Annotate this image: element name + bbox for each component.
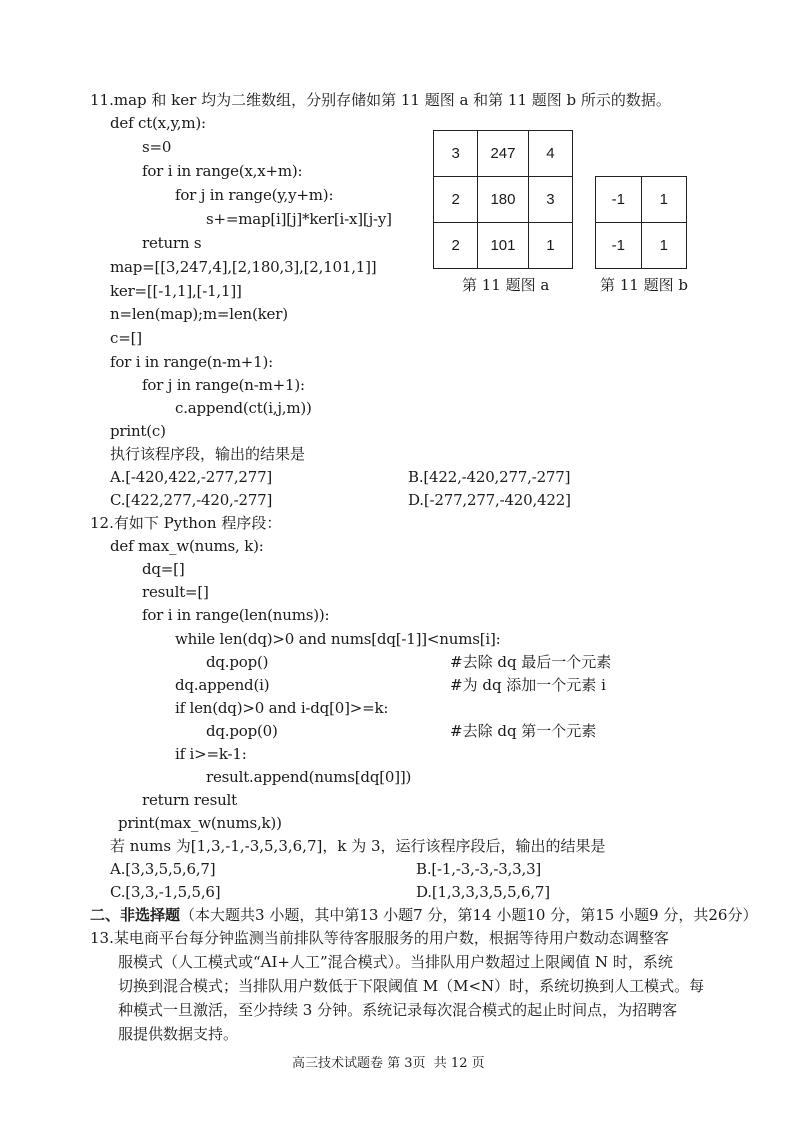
q12-comment-append: #为 dq 添加一个元素 i (450, 676, 606, 694)
q11-code-line: c=[] (110, 329, 142, 347)
figure-b-cell: -1 (596, 223, 642, 269)
q12-code-line: dq.pop() (206, 653, 269, 671)
figure-a-grid (433, 130, 573, 269)
q11-code-line: return s (142, 234, 202, 252)
q12-option-b: B.[-1,-3,-3,-3,3,3] (416, 860, 542, 878)
figure-b-cell: -1 (596, 177, 642, 223)
q11-prompt: 执行该程序段，输出的结果是 (110, 445, 306, 463)
section-title: 二、非选择题 (90, 906, 181, 924)
q11-code-line: for i in range(n-m+1): (110, 353, 273, 371)
q12-option-a: A.[3,3,5,5,6,7] (110, 860, 216, 878)
q11-code-line: for j in range(n-m+1): (142, 376, 305, 394)
q12-code-line: dq.append(i) (175, 676, 270, 694)
q12-code-line: dq.pop(0) (206, 722, 278, 740)
q11-code-line: c.append(ct(i,j,m)) (175, 399, 312, 417)
figure-a-cell: 2 (434, 223, 478, 269)
q12-comment-pop0: #去除 dq 第一个元素 (450, 722, 597, 740)
figure-a-caption: 第 11 题图 a (462, 276, 550, 294)
q13-text-line: 13.某电商平台每分钟监测当前排队等待客服服务的用户数，根据等待用户数动态调整客 (90, 929, 669, 947)
q12-code-line: def max_w(nums, k): (110, 537, 264, 555)
q13-text-line: 切换到混合模式；当排队用户数低于下限阈值 M（M<N）时，系统切换到人工模式。每 (118, 977, 705, 995)
q12-code-line: result.append(nums[dq[0]]) (206, 768, 412, 786)
figure-a-cell: 3 (528, 177, 572, 223)
section-heading (90, 905, 757, 925)
figure-a-cell: 4 (528, 131, 572, 177)
q11-code-line: def ct(x,y,m): (110, 114, 206, 132)
q11-option-b: B.[422,-420,277,-277] (408, 468, 571, 486)
figure-a-cell: 180 (478, 177, 528, 223)
figure-a-cell: 101 (478, 223, 528, 269)
figure-a-cell: 247 (478, 131, 528, 177)
q12-code-line: dq=[] (142, 560, 185, 578)
q13-text-line: 服模式（人工模式或“AI+人工”混合模式）。当排队用户数超过上限阈值 N 时，系统 (118, 953, 673, 971)
q11-code-line: n=len(map);m=len(ker) (110, 305, 288, 323)
q12-comment-pop: #去除 dq 最后一个元素 (450, 653, 612, 671)
figure-a-cell: 2 (434, 177, 478, 223)
q11-stem: 11.map 和 ker 均为二维数组，分别存储如第 11 题图 a 和第 11 题图 b 所示的数据。 (90, 91, 671, 109)
figure-a-cell: 3 (434, 131, 478, 177)
q12-code-line: return result (142, 791, 237, 809)
q12-code-line: result=[] (142, 583, 209, 601)
q12-code-line: while len(dq)>0 and nums[dq[-1]]<nums[i]: (175, 630, 501, 648)
figure-b-caption: 第 11 题图 b (600, 276, 688, 294)
q13-text-line: 服提供数据支持。 (118, 1025, 239, 1043)
q11-option-d: D.[-277,277,-420,422] (408, 491, 571, 509)
page-footer: 高三技术试题卷 第 3页 共 12 页 (292, 1056, 485, 1071)
q11-option-a: A.[-420,422,-277,277] (110, 468, 273, 486)
q12-code-line: print(max_w(nums,k)) (118, 814, 282, 832)
q13-text-line: 种模式一旦激活，至少持续 3 分钟。系统记录每次混合模式的起止时间点，为招聘客 (118, 1001, 678, 1019)
q12-prompt: 若 nums 为[1,3,-1,-3,5,3,6,7]，k 为 3，运行该程序段后，输出的结果是 (110, 837, 606, 855)
q11-code-line: for j in range(y,y+m): (175, 186, 334, 204)
q12-code-line: for i in range(len(nums)): (142, 606, 330, 624)
figure-a-cell: 1 (528, 223, 572, 269)
q11-code-line: ker=[[-1,1],[-1,1]] (110, 282, 242, 300)
q11-code-line: for i in range(x,x+m): (142, 162, 303, 180)
q11-code-line: print(c) (110, 422, 166, 440)
q11-code-line: s+=map[i][j]*ker[i-x][j-y] (206, 210, 392, 228)
q12-stem: 12.有如下 Python 程序段： (90, 514, 282, 532)
q12-option-c: C.[3,3,-1,5,5,6] (110, 883, 221, 901)
q11-code-line: map=[[3,247,4],[2,180,3],[2,101,1]] (110, 258, 377, 276)
q12-code-line: if len(dq)>0 and i-dq[0]>=k: (175, 699, 389, 717)
q12-option-d: D.[1,3,3,3,5,5,6,7] (416, 883, 550, 901)
figure-b-cell: 1 (641, 223, 686, 269)
q11-option-c: C.[422,277,-420,-277] (110, 491, 273, 509)
figure-b-grid (595, 176, 687, 269)
section-description: （本大题共3 小题，其中第13 小题7 分，第14 小题10 分，第15 小题9 分，共26分） (180, 906, 758, 924)
figure-b-cell: 1 (641, 177, 686, 223)
q12-code-line: if i>=k-1: (175, 745, 247, 763)
q11-code-line: s=0 (142, 138, 172, 156)
